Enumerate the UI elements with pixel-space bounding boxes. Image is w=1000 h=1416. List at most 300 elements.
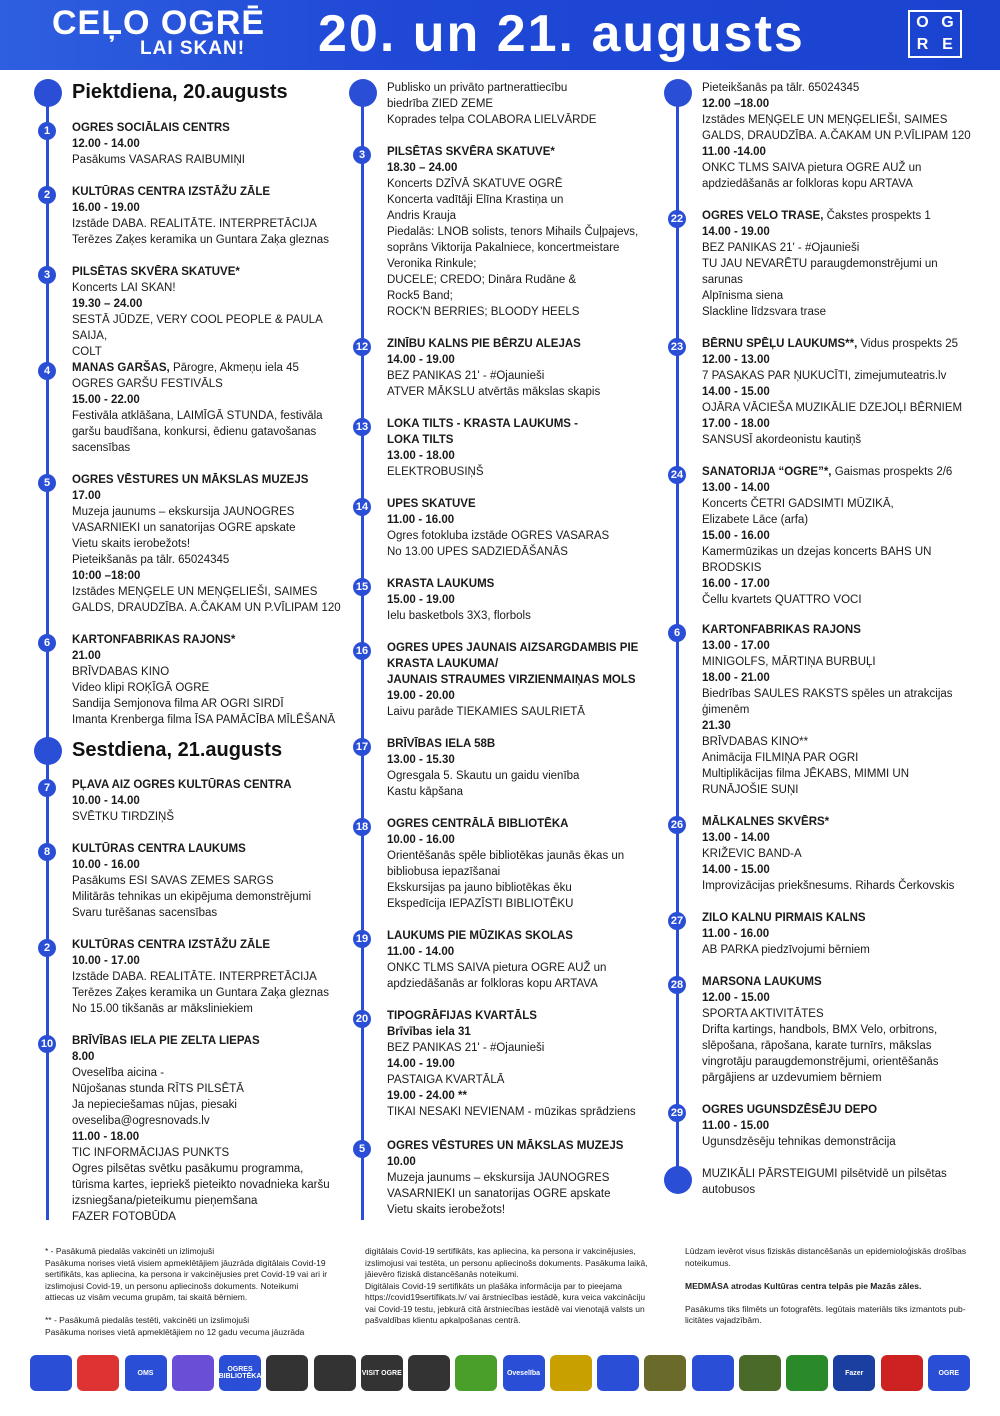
event-text: Alpīnisma siena bbox=[702, 290, 784, 302]
event-number-badge: 27 bbox=[668, 912, 686, 930]
event-address: Vidus prospekts 25 bbox=[860, 338, 959, 350]
event-text: KRIŽEVIC BAND-A bbox=[702, 848, 802, 860]
sponsor-logo-icon: OMS bbox=[125, 1355, 167, 1391]
event-block bbox=[702, 910, 977, 958]
event-time: 13.00 - 15.30 bbox=[387, 754, 455, 766]
event-time: 13.00 - 17.00 bbox=[702, 640, 770, 652]
event-block bbox=[702, 1102, 977, 1150]
sponsor-logo-icon bbox=[266, 1355, 308, 1391]
event-block bbox=[702, 336, 977, 448]
footer-line: * - Pasākumā piedalās vakcinēti un izlimojuši bbox=[45, 1246, 215, 1256]
footer-line: ** - Pasākumā piedalās testēti, vakcinēti un izslimojuši bbox=[45, 1315, 250, 1325]
sponsor-logo-icon bbox=[881, 1355, 923, 1391]
event-block bbox=[72, 632, 347, 728]
event-text: Ogres fotokluba izstāde OGRES VASARAS bbox=[387, 530, 610, 542]
event-number-badge: 22 bbox=[668, 210, 686, 228]
event-number-badge: 19 bbox=[353, 930, 371, 948]
event-block bbox=[702, 814, 977, 894]
sponsor-logo-icon bbox=[408, 1355, 450, 1391]
event-text: bibliobusa iepazīšanai bbox=[387, 866, 501, 878]
event-text: No 15.00 tikšanās ar māksliniekiem bbox=[72, 1003, 253, 1015]
event-location: SANATORIJA “OGRE”*, Gaismas prospekts 2/6 bbox=[702, 466, 953, 478]
event-text: Pasākums ESI SAVAS ZEMES SARGS bbox=[72, 875, 274, 887]
event-location: PĻAVA AIZ OGRES KULTŪRAS CENTRA bbox=[72, 779, 292, 791]
event-text: Vietu skaits ierobežots! bbox=[72, 538, 191, 550]
footer-line: noteikumus. bbox=[685, 1257, 731, 1268]
event-block bbox=[72, 264, 347, 360]
event-text: Koprades telpa COLABORA LIELVĀRDE bbox=[387, 114, 597, 126]
footer-line: licitātes vajadzībām. bbox=[685, 1315, 762, 1325]
event-text: Muzeja jaunums – ekskursija JAUNOGRES bbox=[387, 1172, 610, 1184]
event-location: ZINĪBU KALNS PIE BĒRZU ALEJAS bbox=[387, 338, 581, 350]
sponsor-logos bbox=[30, 1350, 970, 1396]
event-text: Koncerta vadītāji Elīna Krastiņa un bbox=[387, 194, 564, 206]
event-text: Koncerts DZĪVĀ SKATUVE OGRĒ bbox=[387, 178, 563, 190]
sponsor-logo-icon bbox=[30, 1355, 72, 1391]
event-time: 11.00 - 15.00 bbox=[702, 1120, 770, 1132]
event-text: pārgājiens ar uzdevumiem bērniem bbox=[702, 1072, 882, 1084]
event-text: ROCK'N BERRIES; BLOODY HEELS bbox=[387, 306, 580, 318]
event-time: 15.00 - 22.00 bbox=[72, 394, 140, 406]
event-block bbox=[387, 1138, 662, 1218]
event-block bbox=[72, 1033, 347, 1225]
event-number-badge: 24 bbox=[668, 466, 686, 484]
event-dates: 20. un 21. augusts bbox=[318, 5, 805, 63]
event-location: LAUKUMS PIE MŪZIKAS SKOLAS bbox=[387, 930, 573, 942]
event-time: 11.00 - 16.00 bbox=[702, 928, 770, 940]
event-text: FAZER FOTOBŪDA bbox=[72, 1211, 176, 1223]
event-text: Ekspedīcija IEPAZĪSTI BIBLIOTĒKU bbox=[387, 898, 574, 910]
event-text: Ogresgala 5. Skautu un gaidu vienība bbox=[387, 770, 580, 782]
event-text: Izstāde DABA. REALITĀTE. INTERPRETĀCIJA bbox=[72, 218, 317, 230]
event-block bbox=[387, 736, 662, 800]
event-block bbox=[702, 464, 977, 608]
event-time: 14.00 - 15.00 bbox=[702, 386, 770, 398]
event-block bbox=[702, 80, 977, 192]
event-block bbox=[72, 472, 347, 616]
event-number-badge: 8 bbox=[38, 843, 56, 861]
event-text: Veronika Rinkule; bbox=[387, 258, 477, 270]
event-time: 14.00 - 19.00 bbox=[387, 1058, 455, 1070]
event-time: 17.00 - 18.00 bbox=[702, 418, 770, 430]
sponsor-logo-icon bbox=[692, 1355, 734, 1391]
event-text: Video klipi ROĶĪGĀ OGRE bbox=[72, 682, 210, 694]
event-time: 13.00 - 14.00 bbox=[702, 482, 770, 494]
event-text: autobusos bbox=[702, 1184, 756, 1196]
event-number-badge: 14 bbox=[353, 498, 371, 516]
event-number-badge: 7 bbox=[38, 779, 56, 797]
event-time: 10:00 –18:00 bbox=[72, 570, 141, 582]
ogre-letter: G bbox=[941, 14, 954, 31]
footer-line: izslimojusi Covid-19, un personu apliecinošs dokuments. Noteikumi bbox=[45, 1280, 299, 1291]
event-location: OGRES UGUNSDZĒSĒJU DEPO bbox=[702, 1104, 878, 1116]
footer-line: pašvaldības klientu apkalpošanas centrā. bbox=[365, 1315, 521, 1325]
event-time: 14.00 - 19.00 bbox=[387, 354, 455, 366]
footer-line: jāievēro fiziskā distancēšanās noteikumi. bbox=[365, 1269, 519, 1279]
event-number-badge: 5 bbox=[353, 1140, 371, 1158]
footer-line: Pasākums tiks filmēts un fotografēts. Iegūtais materiāls tiks izmantots pub- bbox=[685, 1303, 966, 1314]
event-text: SESTĀ JŪDZE, VERY COOL PEOPLE & PAULA SAIJA, bbox=[72, 314, 323, 342]
event-text: Elizabete Lāce (arfa) bbox=[702, 514, 809, 526]
event-text: Improvizācijas priekšnesums. Rihards Čerkovskis bbox=[702, 880, 955, 892]
event-text: RUNĀJOŠIE SUŅI bbox=[702, 784, 799, 796]
event-number-badge: 26 bbox=[668, 816, 686, 834]
event-text: Vietu skaits ierobežots! bbox=[387, 1204, 506, 1216]
event-text: apdziedāšanās ar folkloras kopu ARTAVA bbox=[702, 178, 913, 190]
event-number-badge: 5 bbox=[38, 474, 56, 492]
ogre-letter: O bbox=[916, 14, 929, 31]
event-location: KULTŪRAS CENTRA LAUKUMS bbox=[72, 843, 246, 855]
event-block bbox=[72, 841, 347, 921]
event-time: 18.00 - 21.00 bbox=[702, 672, 770, 684]
event-text: Čellu kvartets QUATTRO VOCI bbox=[702, 594, 862, 606]
footer-note-3 bbox=[685, 1246, 975, 1327]
header-banner bbox=[0, 0, 1000, 70]
event-text: Ogres pilsētas svētku pasākumu programma, bbox=[72, 1163, 304, 1175]
event-location: OGRES VĒSTURES UN MĀKSLAS MUZEJS bbox=[387, 1140, 624, 1152]
footer-line bbox=[45, 1304, 345, 1316]
footer-note-1 bbox=[45, 1246, 345, 1338]
event-location: KRASTA LAUKUMA/ bbox=[387, 658, 499, 670]
event-text: TIKAI NESAKI NEVIENAM - mūzikas sprādziens bbox=[387, 1106, 636, 1118]
event-text: DUCELE; CREDO; Dināra Rudāne & bbox=[387, 274, 577, 286]
event-text: SVĒTKU TIRDZIŅŠ bbox=[72, 811, 175, 823]
event-time: Brīvības iela 31 bbox=[387, 1026, 471, 1038]
event-time: 10.00 - 14.00 bbox=[72, 795, 140, 807]
event-block bbox=[387, 1008, 662, 1120]
event-text: OJĀRA VĀCIEŠA MUZIKĀLIE DZEJOĻI BĒRNIEM bbox=[702, 402, 963, 414]
event-time: 16.00 - 19.00 bbox=[72, 202, 140, 214]
event-text: BRĪVDABAS KINO** bbox=[702, 736, 809, 748]
event-number-badge: 3 bbox=[38, 266, 56, 284]
event-location: PILSĒTAS SKVĒRA SKATUVE* bbox=[387, 146, 555, 158]
event-text: PASTAIGA KVARTĀLĀ bbox=[387, 1074, 505, 1086]
event-text: OGRES GARŠU FESTIVĀLS bbox=[72, 378, 223, 390]
event-text: BEZ PANIKAS 21' - #Ojaunieši bbox=[702, 242, 860, 254]
event-location: PILSĒTAS SKVĒRA SKATUVE* bbox=[72, 266, 240, 278]
event-text: BEZ PANIKAS 21' - #Ojaunieši bbox=[387, 370, 545, 382]
event-block bbox=[387, 496, 662, 560]
event-text: soprāns Viktorija Pakalniece, koncertmeistare bbox=[387, 242, 620, 254]
event-number-badge: 23 bbox=[668, 338, 686, 356]
event-block bbox=[72, 937, 347, 1017]
event-text: Orientēšanās spēle bibliotēkas jaunās ēkas un bbox=[387, 850, 625, 862]
event-text: Izstāde DABA. REALITĀTE. INTERPRETĀCIJA bbox=[72, 971, 317, 983]
event-location: ZILO KALNU PIRMAIS KALNS bbox=[702, 912, 866, 924]
event-text: MINIGOLFS, MĀRTIŅA BURBUĻI bbox=[702, 656, 876, 668]
event-time: 11.00 - 14.00 bbox=[387, 946, 455, 958]
event-text: Muzeja jaunums – ekskursija JAUNOGRES bbox=[72, 506, 295, 518]
event-text: Drifta kartings, handbols, BMX Velo, orbitrons, bbox=[702, 1024, 938, 1036]
event-text: apdziedāšanās ar folkloras kopu ARTAVA bbox=[387, 978, 598, 990]
event-number-badge: 28 bbox=[668, 976, 686, 994]
event-text: Kamermūzikas un dzejas koncerts BAHS UN bbox=[702, 546, 932, 558]
event-text: Pieteikšanās pa tālr. 65024345 bbox=[702, 82, 860, 94]
event-time: 19.00 - 24.00 ** bbox=[387, 1090, 467, 1102]
event-text: ATVER MĀKSLU atvērtās mākslas skapis bbox=[387, 386, 601, 398]
event-text: Nūjošanas stunda RĪTS PILSĒTĀ bbox=[72, 1083, 244, 1095]
event-address: Gaismas prospekts 2/6 bbox=[834, 466, 953, 478]
event-block bbox=[72, 184, 347, 248]
sponsor-logo-icon: OGRE bbox=[928, 1355, 970, 1391]
event-text: ONKC TLMS SAIVA pietura OGRE AUŽ un bbox=[387, 962, 607, 974]
event-location: LOKA TILTS bbox=[387, 434, 454, 446]
event-time: 10.00 - 16.00 bbox=[72, 859, 140, 871]
event-location: KRASTA LAUKUMS bbox=[387, 578, 495, 590]
event-number-badge: 3 bbox=[353, 146, 371, 164]
event-text: Laivu parāde TIEKAMIES SAULRIETĀ bbox=[387, 706, 585, 718]
event-location: OGRES UPES JAUNAIS AIZSARGDAMBIS PIE bbox=[387, 642, 639, 654]
event-location: MANAS GARŠAS, Pārogre, Akmeņu iela 45 bbox=[72, 362, 299, 374]
event-time: 8.00 bbox=[72, 1051, 95, 1063]
event-text: Ielu basketbols 3X3, florbols bbox=[387, 610, 531, 622]
event-block bbox=[72, 777, 347, 825]
footer-line: https://covid19sertifikats.lv/ vai ārstniecības iestādē, kura veica vakcināciju bbox=[365, 1292, 646, 1302]
event-text: 7 PASAKAS PAR ŅUKUCĪTI, zimejumuteatris.lv bbox=[702, 370, 947, 382]
event-block bbox=[702, 1166, 977, 1198]
sponsor-logo-icon bbox=[77, 1355, 119, 1391]
event-text: COLT bbox=[72, 346, 102, 358]
event-time: 21.00 bbox=[72, 650, 101, 662]
event-text: Oveselība aicina - bbox=[72, 1067, 165, 1079]
event-block bbox=[72, 360, 347, 456]
day-marker-icon bbox=[349, 79, 377, 107]
event-text: Ja nepieciešamas nūjas, piesaki bbox=[72, 1099, 237, 1111]
footer-line bbox=[685, 1269, 975, 1281]
event-text: Slackline līdzsvara trase bbox=[702, 306, 826, 318]
event-text: VASARNIEKI un sanatorijas OGRE apskate bbox=[387, 1188, 611, 1200]
sponsor-logo-icon bbox=[786, 1355, 828, 1391]
event-text: garšu baudīšana, konkursi, ēdienu gatavošanas bbox=[72, 426, 317, 438]
event-address: Čakstes prospekts 1 bbox=[826, 210, 931, 222]
event-text: Piedalās: LNOB solists, tenors Mihails Čuļpajevs, bbox=[387, 226, 639, 238]
sponsor-logo-icon bbox=[172, 1355, 214, 1391]
event-number-badge: 1 bbox=[38, 122, 56, 140]
footer-line: izslimojusi vai testēta, un personu apliecinošs dokuments. Pasākuma laikā, bbox=[365, 1257, 648, 1268]
event-time: 12.00 - 14.00 bbox=[72, 138, 140, 150]
event-block bbox=[387, 80, 662, 128]
footer-line: Digitālais Covid-19 sertifikāts un plašāka informācija par to pieejama bbox=[365, 1280, 623, 1291]
sponsor-logo-icon bbox=[550, 1355, 592, 1391]
ogre-letter: R bbox=[916, 36, 929, 53]
event-text: Animācija FILMIŅA PAR OGRI bbox=[702, 752, 859, 764]
event-text: ONKC TLMS SAIVA pietura OGRE AUŽ un bbox=[702, 162, 922, 174]
footer-line: MEDMĀSA atrodas Kultūras centra telpās pie Mazās zāles. bbox=[685, 1280, 922, 1291]
day-marker-icon bbox=[664, 1166, 692, 1194]
event-time: 21.30 bbox=[702, 720, 731, 732]
event-number-badge: 17 bbox=[353, 738, 371, 756]
event-text: ģimenēm bbox=[702, 704, 750, 716]
event-text: Rock5 Band; bbox=[387, 290, 453, 302]
event-time: 15.00 - 16.00 bbox=[702, 530, 770, 542]
sponsor-logo-icon: Fazer bbox=[833, 1355, 875, 1391]
event-text: sacensības bbox=[72, 442, 131, 454]
footer-line: attiecas uz visām vecuma grupām, tai skaitā bērniem. bbox=[45, 1292, 248, 1302]
event-text: Ugunsdzēsēju tehnikas demonstrācija bbox=[702, 1136, 896, 1148]
event-text: GALDS, DRAUDZĪBA. A.ČAKAM UN P.VĪLIPAM 120 bbox=[702, 130, 971, 142]
event-number-badge: 10 bbox=[38, 1035, 56, 1053]
footer-line: Pasākuma norises vietā apmeklētājiem no 12 gadu vecuma jāuzrāda bbox=[45, 1326, 305, 1337]
event-text: Terēzes Zaķes keramika un Guntara Zaķa gleznas bbox=[72, 987, 329, 999]
event-text: Andris Krauja bbox=[387, 210, 457, 222]
day-heading-saturday: Sestdiena, 21.augusts bbox=[72, 739, 283, 761]
event-time: 10.00 bbox=[387, 1156, 416, 1168]
event-number-badge: 6 bbox=[668, 624, 686, 642]
event-block bbox=[702, 974, 977, 1086]
event-text: Svaru turēšanas sacensības bbox=[72, 907, 218, 919]
event-text: SPORTA AKTIVITĀTES bbox=[702, 1008, 824, 1020]
event-text: Biedrības SAULES RAKSTS spēles un atrakcijas bbox=[702, 688, 953, 700]
day-marker-icon bbox=[664, 79, 692, 107]
event-number-badge: 15 bbox=[353, 578, 371, 596]
event-text: No 13.00 UPES SADZIEDĀŠANĀS bbox=[387, 546, 568, 558]
footer-line: Pasākuma norises vietā visiem apmeklētājiem jāuzrāda digitālais Covid-19 bbox=[45, 1257, 326, 1268]
event-block bbox=[387, 640, 662, 720]
event-time: 19.00 - 20.00 bbox=[387, 690, 455, 702]
event-text: tūrisma kartes, iepriekš pieteikto novadnieka karšu bbox=[72, 1179, 330, 1191]
event-location: BRĪVĪBAS IELA PIE ZELTA LIEPAS bbox=[72, 1035, 260, 1047]
day-marker-icon bbox=[34, 737, 62, 765]
event-text: TIC INFORMĀCIJAS PUNKTS bbox=[72, 1147, 230, 1159]
event-time: 14.00 - 19.00 bbox=[702, 226, 770, 238]
event-text: vingrotāju paraugdemonstrējumi, orientēšanās bbox=[702, 1056, 939, 1068]
event-block bbox=[387, 144, 662, 320]
event-location: KULTŪRAS CENTRA IZSTĀŽU ZĀLE bbox=[72, 186, 271, 198]
event-location: BRĪVĪBAS IELA 58B bbox=[387, 738, 496, 750]
sponsor-logo-icon bbox=[644, 1355, 686, 1391]
event-text: Militārās tehnikas un ekipējuma demonstrējumi bbox=[72, 891, 312, 903]
event-text: MUZIKĀLI PĀRSTEIGUMI pilsētvidē un pilsētas bbox=[702, 1168, 947, 1180]
footer-line: sertifikāts, kas apliecina, ka persona ir vakcinējusies pret Covid-19 vai ari ir bbox=[45, 1269, 328, 1279]
event-text: ELEKTROBUSIŅŠ bbox=[387, 466, 484, 478]
logo-subtitle: LAI SKAN! bbox=[140, 38, 246, 59]
event-number-badge: 12 bbox=[353, 338, 371, 356]
event-block bbox=[387, 336, 662, 400]
event-number-badge: 18 bbox=[353, 818, 371, 836]
event-block bbox=[702, 208, 977, 320]
footer-line: vai Covid-19 testu, jebkurā citā ārstniecības iestādē vai vienotajā valsts un bbox=[365, 1303, 645, 1314]
event-location: MĀLKALNES SKVĒRS* bbox=[702, 816, 830, 828]
event-text: izsniegšana/pieteikumu pieņemšana bbox=[72, 1195, 258, 1207]
day-marker-icon bbox=[34, 79, 62, 107]
event-time: 11.00 - 16.00 bbox=[387, 514, 455, 526]
sponsor-logo-icon: VISIT OGRE bbox=[361, 1355, 403, 1391]
event-location: KARTONFABRIKAS RAJONS* bbox=[72, 634, 236, 646]
event-block bbox=[387, 416, 662, 480]
footer-line: Lūdzam ievērot visus fiziskās distancēšanās un epidemioloģiskās drošības bbox=[685, 1246, 967, 1256]
event-number-badge: 2 bbox=[38, 939, 56, 957]
event-text: biedrība ZIED ZEME bbox=[387, 98, 494, 110]
event-text: BRĪVDABAS KINO bbox=[72, 666, 170, 678]
event-time: 14.00 - 15.00 bbox=[702, 864, 770, 876]
sponsor-logo-icon bbox=[455, 1355, 497, 1391]
event-time: 11.00 -14.00 bbox=[702, 146, 766, 158]
event-time: 15.00 - 19.00 bbox=[387, 594, 455, 606]
footer-note-2 bbox=[365, 1246, 665, 1327]
event-text: BEZ PANIKAS 21' - #Ojaunieši bbox=[387, 1042, 545, 1054]
event-time: 19.30 – 24.00 bbox=[72, 298, 143, 310]
event-block bbox=[387, 816, 662, 912]
event-time: 18.30 – 24.00 bbox=[387, 162, 458, 174]
event-block bbox=[387, 576, 662, 624]
event-location: LOKA TILTS - KRASTA LAUKUMS - bbox=[387, 418, 579, 430]
event-time: 12.00 –18.00 bbox=[702, 98, 770, 110]
event-location: MARSONA LAUKUMS bbox=[702, 976, 822, 988]
event-address: Pārogre, Akmeņu iela 45 bbox=[172, 362, 299, 374]
event-text: oveseliba@ogresnovads.lv bbox=[72, 1115, 210, 1127]
event-text: Sandija Semjonova filma AR OGRI SIRDĪ bbox=[72, 698, 284, 710]
event-text: Izstādes MEŅĢELE UN MEŅĢELIEŠI, SAIMES bbox=[72, 586, 318, 598]
event-location: UPES SKATUVE bbox=[387, 498, 476, 510]
event-number-badge: 13 bbox=[353, 418, 371, 436]
event-text: VASARNIEKI un sanatorijas OGRE apskate bbox=[72, 522, 296, 534]
event-block bbox=[387, 928, 662, 992]
event-text: Multiplikācijas filma JĒKABS, MIMMI UN bbox=[702, 768, 910, 780]
event-location: OGRES VELO TRASE, Čakstes prospekts 1 bbox=[702, 210, 931, 222]
event-number-badge: 29 bbox=[668, 1104, 686, 1122]
event-time: 12.00 - 13.00 bbox=[702, 354, 770, 366]
event-number-badge: 20 bbox=[353, 1010, 371, 1028]
event-text: sarunas bbox=[702, 274, 743, 286]
sponsor-logo-icon: OGRES BIBLIOTĒKA bbox=[219, 1355, 261, 1391]
event-time: 17.00 bbox=[72, 490, 101, 502]
event-location: TIPOGRĀFIJAS KVARTĀLS bbox=[387, 1010, 537, 1022]
event-location: KULTŪRAS CENTRA IZSTĀŽU ZĀLE bbox=[72, 939, 271, 951]
event-location: BĒRNU SPĒĻU LAUKUMS**, Vidus prospekts 25 bbox=[702, 338, 959, 350]
ogre-letter: E bbox=[942, 36, 953, 53]
event-number-badge: 6 bbox=[38, 634, 56, 652]
event-time: 16.00 - 17.00 bbox=[702, 578, 770, 590]
event-time: 10.00 - 16.00 bbox=[387, 834, 455, 846]
event-location: OGRES CENTRĀLĀ BIBLIOTĒKA bbox=[387, 818, 569, 830]
event-location: OGRES VĒSTURES UN MĀKSLAS MUZEJS bbox=[72, 474, 309, 486]
sponsor-logo-icon bbox=[739, 1355, 781, 1391]
event-time: 10.00 - 17.00 bbox=[72, 955, 140, 967]
event-text: slēpošana, rāpošana, karate turnīrs, mākslas bbox=[702, 1040, 932, 1052]
sponsor-logo-icon bbox=[314, 1355, 356, 1391]
event-text: Imanta Krenberga filma ĪSA PAMĀCĪBA MĪLĒŠANĀ bbox=[72, 714, 336, 726]
event-text: Pieteikšanās pa tālr. 65024345 bbox=[72, 554, 230, 566]
event-text: Ekskursijas pa jauno bibliotēkas ēku bbox=[387, 882, 572, 894]
sponsor-logo-icon: Oveselība bbox=[503, 1355, 545, 1391]
ogre-logo-icon bbox=[908, 10, 962, 58]
event-location: JAUNAIS STRAUMES VIRZIENMAIŅAS MOLS bbox=[387, 674, 636, 686]
event-text: TU JAU NEVARĒTU paraugdemonstrējumi un bbox=[702, 258, 938, 270]
sponsor-logo-icon bbox=[597, 1355, 639, 1391]
footer-line bbox=[685, 1292, 975, 1304]
event-number-badge: 2 bbox=[38, 186, 56, 204]
event-block bbox=[72, 120, 347, 168]
event-text: SANSUSĪ akordeonistu kautiņš bbox=[702, 434, 862, 446]
event-location: KARTONFABRIKAS RAJONS bbox=[702, 624, 861, 636]
event-text: Izstādes MEŅĢELE UN MEŅĢELIEŠI, SAIMES bbox=[702, 114, 948, 126]
event-time: 13.00 - 18.00 bbox=[387, 450, 455, 462]
event-text: AB PARKA piedzīvojumi bērniem bbox=[702, 944, 870, 956]
event-time: 11.00 - 18.00 bbox=[72, 1131, 140, 1143]
event-block bbox=[702, 622, 977, 798]
event-text: Koncerts ČETRI GADSIMTI MŪZIKĀ, bbox=[702, 498, 894, 510]
event-text: Pasākums VASARAS RAIBUMIŅI bbox=[72, 154, 245, 166]
logo-title: CEĻO OGRĒ bbox=[52, 4, 266, 42]
day-heading-friday: Piektdiena, 20.augusts bbox=[72, 81, 288, 103]
event-text: BRODSKIS bbox=[702, 562, 762, 574]
event-location: OGRES SOCIĀLAIS CENTRS bbox=[72, 122, 230, 134]
event-text: GALDS, DRAUDZĪBA. A.ČAKAM UN P.VĪLIPAM 120 bbox=[72, 602, 341, 614]
event-number-badge: 16 bbox=[353, 642, 371, 660]
event-text: Terēzes Zaķes keramika un Guntara Zaķa gleznas bbox=[72, 234, 329, 246]
event-number-badge: 4 bbox=[38, 362, 56, 380]
event-text: Kastu kāpšana bbox=[387, 786, 464, 798]
